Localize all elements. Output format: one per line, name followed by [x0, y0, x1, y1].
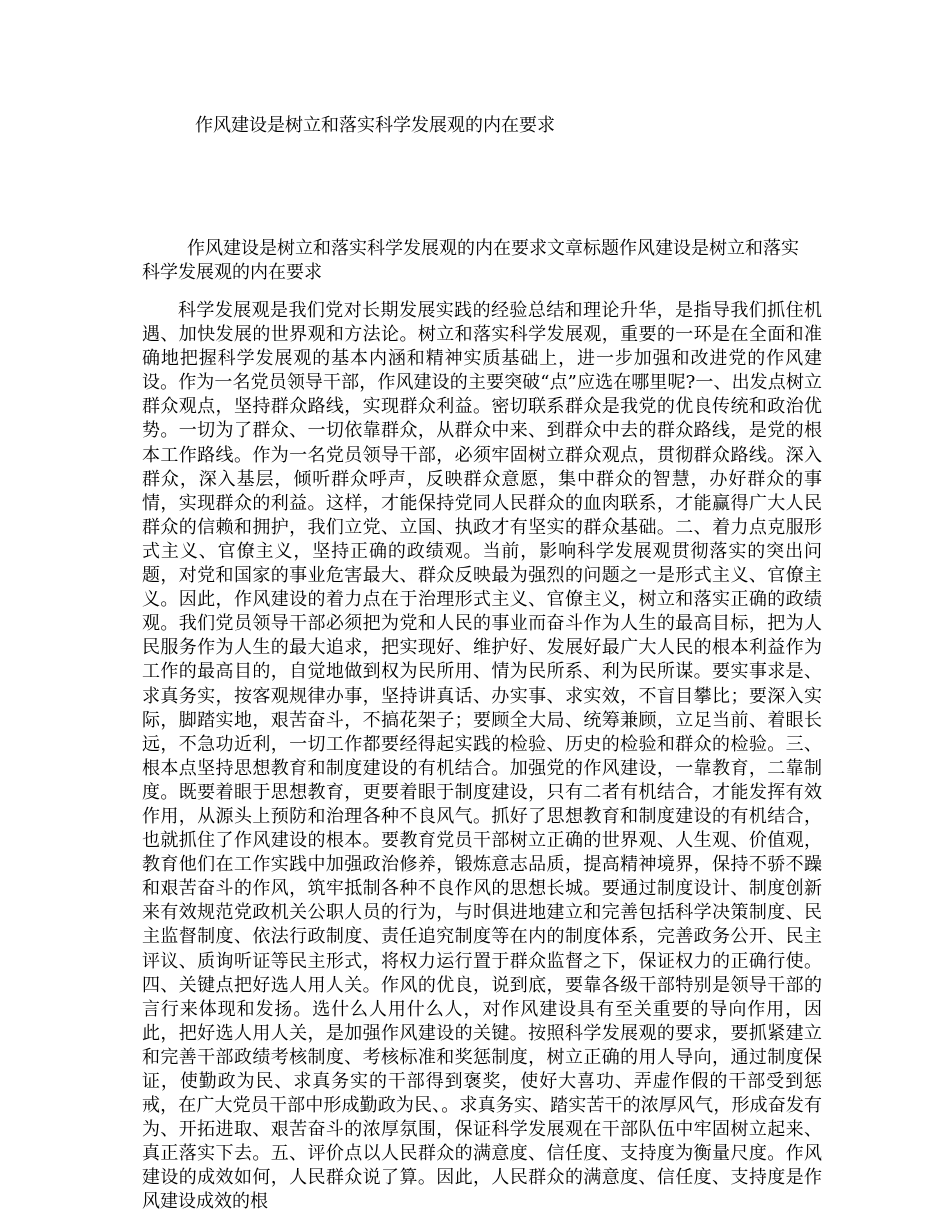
- article-subtitle: 作风建设是树立和落实科学发展观的内在要求文章标题作风建设是树立和落实科学发展观的内在要求: [142, 238, 799, 283]
- article-body: 科学发展观是我们党对长期发展实践的经验总结和理论升华，是指导我们抓住机遇、加快发展的世界观和方法论。树立和落实科学发展观，重要的一环是在全面和准确地把握科学发展观的基本内涵和精神实质基础上，进一步加强和改进党的作风建设。作为一名党员领导干部，作风建设的主要突破“点”应选在哪里呢?一、出发点树立群众观点，坚持群众路线，实现群众利益。密切联系群众是我党的优良传统和政治优势。一切为了群众、一切依靠群众，从群众中来、到群众中去的群众路线，是党的根本工作路线。作为一名党员领导干部，必须牢固树立群众观点，贯彻群众路线。深入群众，深入基层，倾听群众呼声，反映群众意愿，集中群众的智慧，办好群众的事情，实现群众的利益。这样，才能保持党同人民群众的血肉联系，才能赢得广大人民群众的信赖和拥护，我们立党、立国、执政才有坚实的群众基础。二、着力点克服形式主义、官僚主义，坚持正确的政绩观。当前，影响科学发展观贯彻落实的突出问题，对党和国家的事业危害最大、群众反映最为强烈的问题之一是形式主义、官僚主义。因此，作风建设的着力点在于治理形式主义、官僚主义，树立和落实正确的政绩观。我们党员领导干部必须把为党和人民的事业而奋斗作为人生的最高目标，把为人民服务作为人生的最大追求，把实现好、维护好、发展好最广大人民的根本利益作为工作的最高目的，自觉地做到权为民所用、情为民所系、利为民所谋。要实事求是、求真务实，按客观规律办事，坚持讲真话、办实事、求实效，不盲目攀比；要深入实际，脚踏实地，艰苦奋斗，不搞花架子；要顾全大局、统筹兼顾，立足当前、着眼长远，不急功近利，一切工作都要经得起实践的检验、历史的检验和群众的检验。三、根本点坚持思想教育和制度建设的有机结合。加强党的作风建设，一靠教育，二靠制度。既要着眼于思想教育，更要着眼于制度建设，只有二者有机结合，才能发挥有效作用，从源头上预防和治理各种不良风气。抓好了思想教育和制度建设的有机结合，也就抓住了作风建设的根本。要教育党员干部树立正确的世界观、人生观、价值观，教育他们在工作实践中加强政治修养，锻炼意志品质，提高精神境界，保持不骄不躁和艰苦奋斗的作风，筑牢抵制各种不良作风的思想长城。要通过制度设计、制度创新来有效规范党政机关公职人员的行为，与时俱进地建立和完善包括科学决策制度、民主监督制度、依法行政制度、责任追究制度等在内的制度体系，完善政务公开、民主评议、质询听证等民主形式，将权力运行置于群众监督之下，保证权力的正确行使。四、关键点把好选人用人关。作风的优良，说到底，要靠各级干部特别是领导干部的言行来体现和发扬。选什么人用什么人，对作风建设具有至关重要的导向作用，因此，把好选人用人关，是加强作风建设的关键。按照科学发展观的要求，要抓紧建立和完善干部政绩考核制度、考核标准和奖惩制度，树立正确的用人导向，通过制度保证，使勤政为民、求真务实的干部得到褒奖，使好大喜功、弄虚作假的干部受到惩戒，在广大党员干部中形成勤政为民、。求真务实、踏实苦干的浓厚风气，形成奋发有为、开拓进取、艰苦奋斗的浓厚氛围，保证科学发展观在干部队伍中牢固树立起来、真正落实下去。五、评价点以人民群众的满意度、信任度、支持度为衡量尺度。作风建设的成效如何，人民群众说了算。因此，人民群众的满意度、信任度、支持度是作风建设成效的根: [142, 300, 822, 1213]
- page-title: 作风建设是树立和落实科学发展观的内在要求: [195, 115, 555, 136]
